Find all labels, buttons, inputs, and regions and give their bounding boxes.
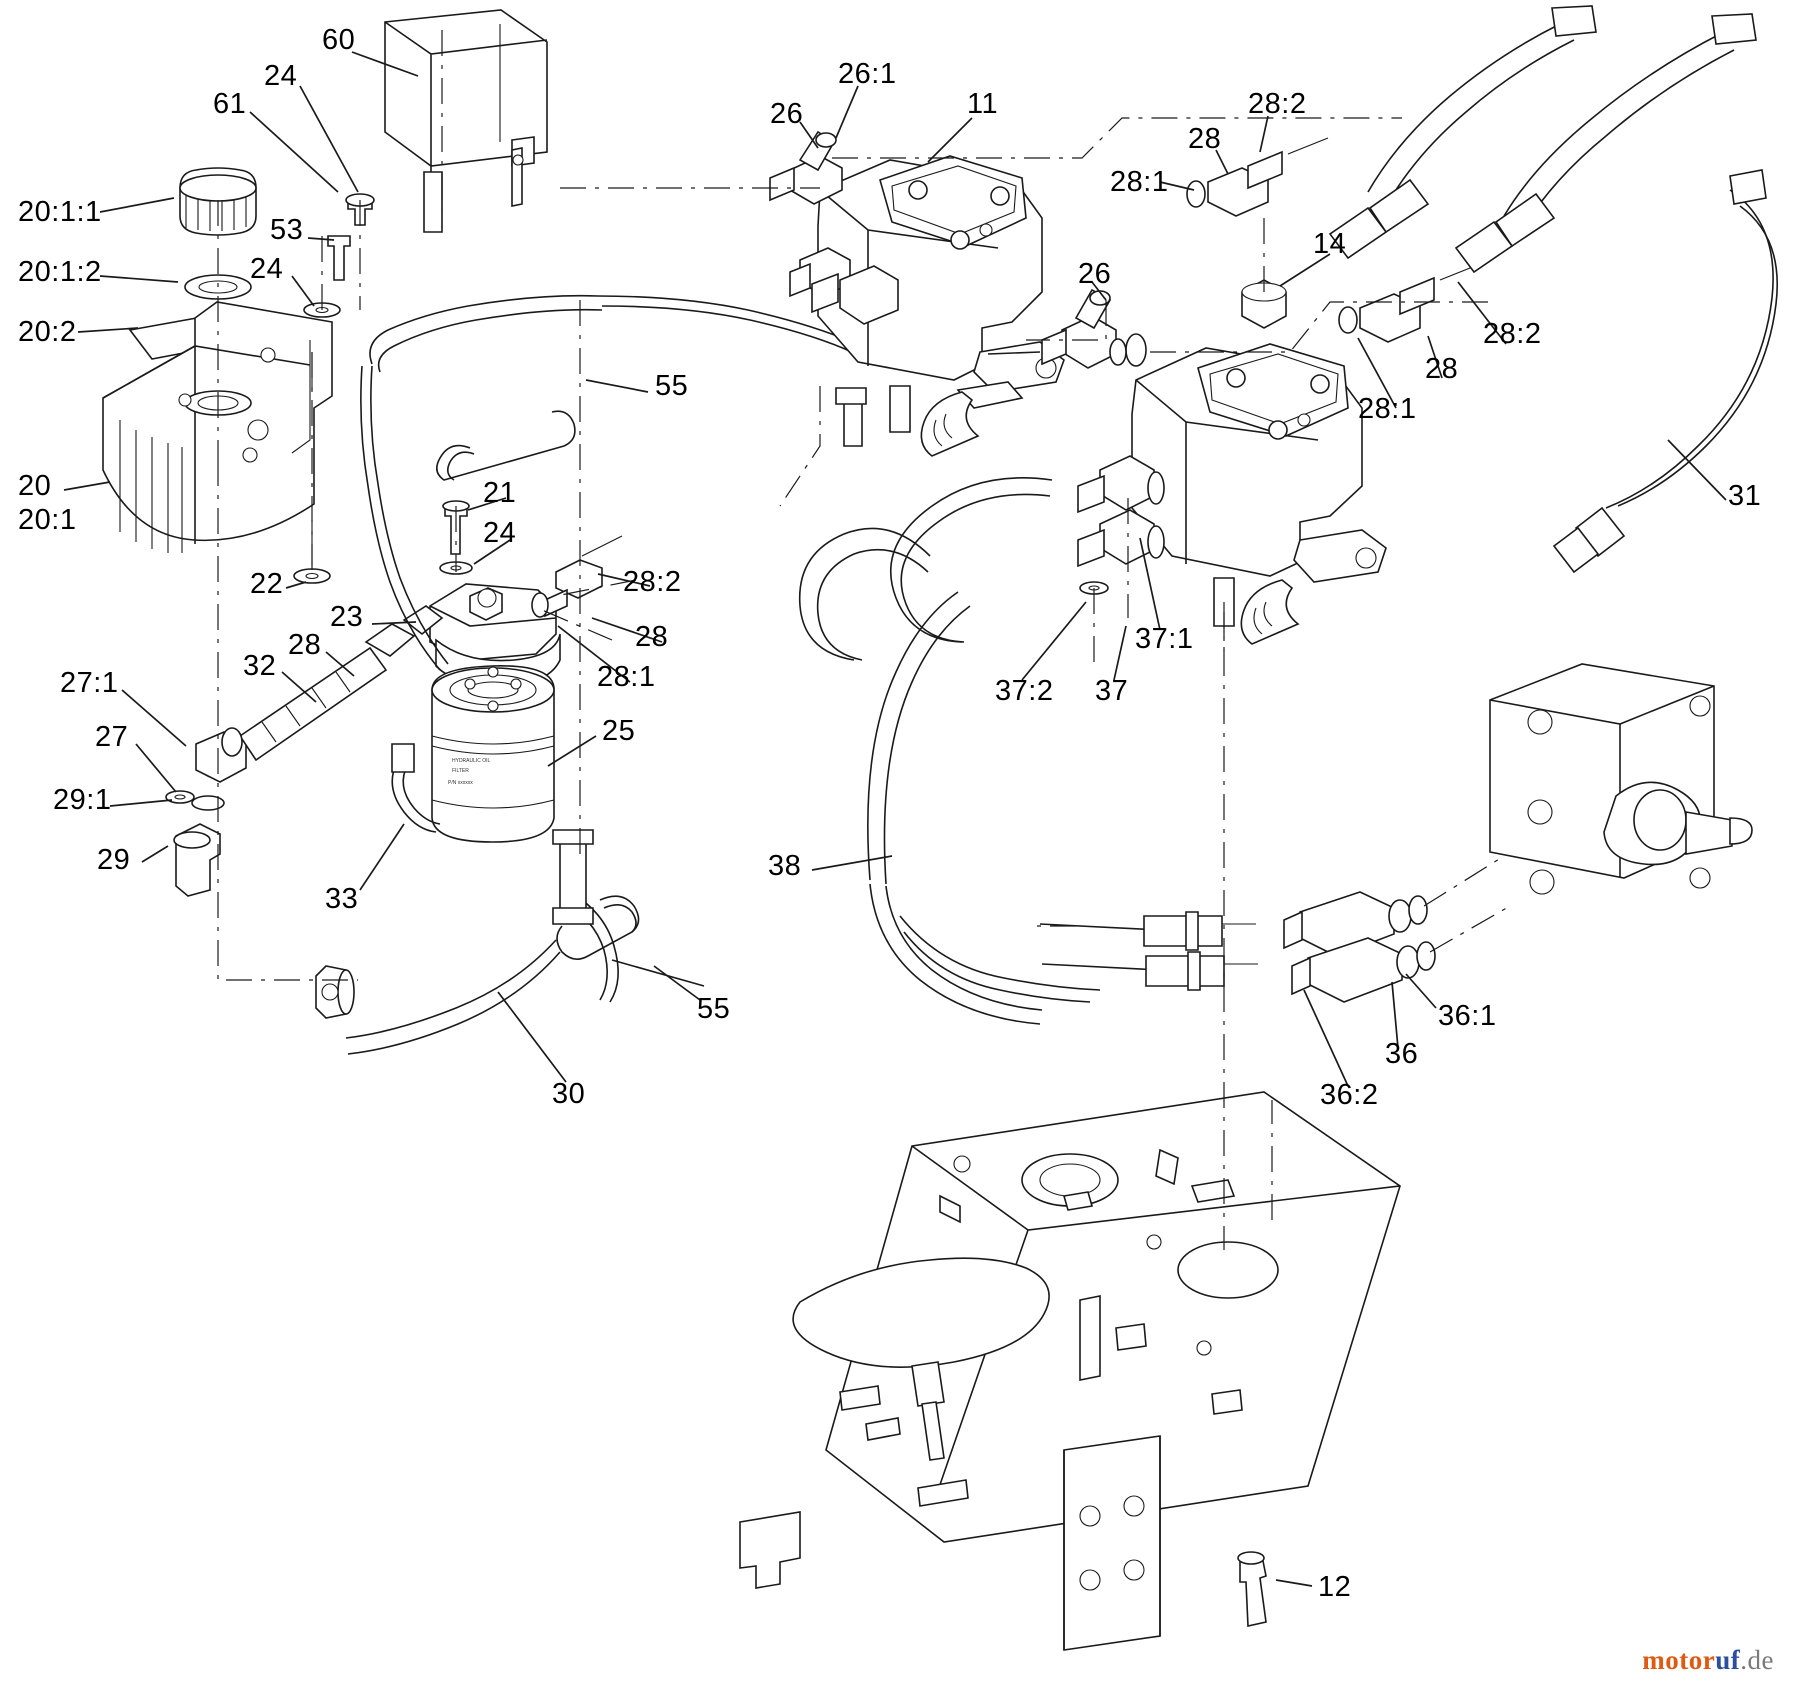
callout-28-2-b: 28:2: [1248, 88, 1307, 120]
callout-38: 38: [768, 850, 802, 882]
watermark-part3: .de: [1740, 1645, 1774, 1675]
callout-24-b: 24: [250, 253, 284, 285]
callout-31: 31: [1728, 480, 1762, 512]
callout-23: 23: [330, 601, 364, 633]
callout-29-1: 29:1: [53, 784, 112, 816]
controller-module: [385, 10, 547, 232]
callout-53: 53: [270, 214, 304, 246]
callout-20-1-2: 20:1:2: [18, 256, 102, 288]
callout-36-2: 36:2: [1320, 1079, 1379, 1111]
watermark-part1: motor: [1642, 1645, 1716, 1675]
callout-27: 27: [95, 721, 129, 753]
callout-20-2: 20:2: [18, 316, 77, 348]
callout-25: 25: [602, 715, 636, 747]
callout-36-1: 36:1: [1438, 1000, 1497, 1032]
callout-28-a: 28: [288, 629, 322, 661]
callout-24-c: 24: [483, 517, 517, 549]
callout-29: 29: [97, 844, 131, 876]
callout-55-b: 55: [697, 993, 731, 1025]
callout-37-1: 37:1: [1135, 623, 1194, 655]
callout-20-1: 20:1: [18, 504, 77, 536]
watermark: [1642, 1645, 1774, 1676]
reservoir-assembly: [103, 168, 350, 583]
tube-assembly-31: [1330, 6, 1777, 572]
callout-28-b: 28: [635, 621, 669, 653]
callout-27-1: 27:1: [60, 667, 119, 699]
svg-text:FILTER: FILTER: [452, 768, 469, 774]
callout-28-1-b: 28:1: [1110, 166, 1169, 198]
callout-20: 20: [18, 470, 52, 502]
filter-assembly: [430, 501, 622, 842]
gearbox-right: [1284, 664, 1752, 1002]
hydro-pump-lower: [1078, 280, 1386, 644]
callout-30: 30: [552, 1078, 586, 1110]
callout-28-1-c: 28:1: [1358, 393, 1417, 425]
callout-28-c: 28: [1188, 123, 1222, 155]
left-hoses: [316, 296, 852, 1054]
callout-61: 61: [213, 88, 247, 120]
callout-28-d: 28: [1425, 353, 1459, 385]
callout-22: 22: [250, 568, 284, 600]
callout-21: 21: [483, 477, 517, 509]
callout-26-a: 26: [770, 98, 804, 130]
callout-11: 11: [967, 88, 999, 120]
callout-26-b: 26: [1078, 258, 1112, 290]
callout-33: 33: [325, 883, 359, 915]
callout-20-1-1: 20:1:1: [18, 196, 102, 228]
hydro-pump-upper: [790, 156, 1064, 456]
callout-60: 60: [322, 24, 356, 56]
callout-37-2: 37:2: [995, 675, 1054, 707]
svg-text:HYDRAULIC OIL: HYDRAULIC OIL: [452, 758, 491, 764]
callout-28-2-c: 28:2: [1483, 318, 1542, 350]
callout-55-a: 55: [655, 370, 689, 402]
callout-14: 14: [1313, 228, 1347, 260]
callout-28-2-a: 28:2: [623, 566, 682, 598]
callout-37: 37: [1095, 675, 1129, 707]
callout-12: 12: [1318, 1571, 1352, 1603]
callout-36: 36: [1385, 1038, 1419, 1070]
callout-24-a: 24: [264, 60, 298, 92]
svg-text:P/N xxxxxx: P/N xxxxxx: [448, 780, 473, 786]
callout-26-1: 26:1: [838, 58, 897, 90]
callout-32: 32: [243, 650, 277, 682]
chassis-plate: [740, 1092, 1400, 1650]
callout-28-1-a: 28:1: [597, 661, 656, 693]
watermark-part2: uf: [1715, 1645, 1741, 1675]
